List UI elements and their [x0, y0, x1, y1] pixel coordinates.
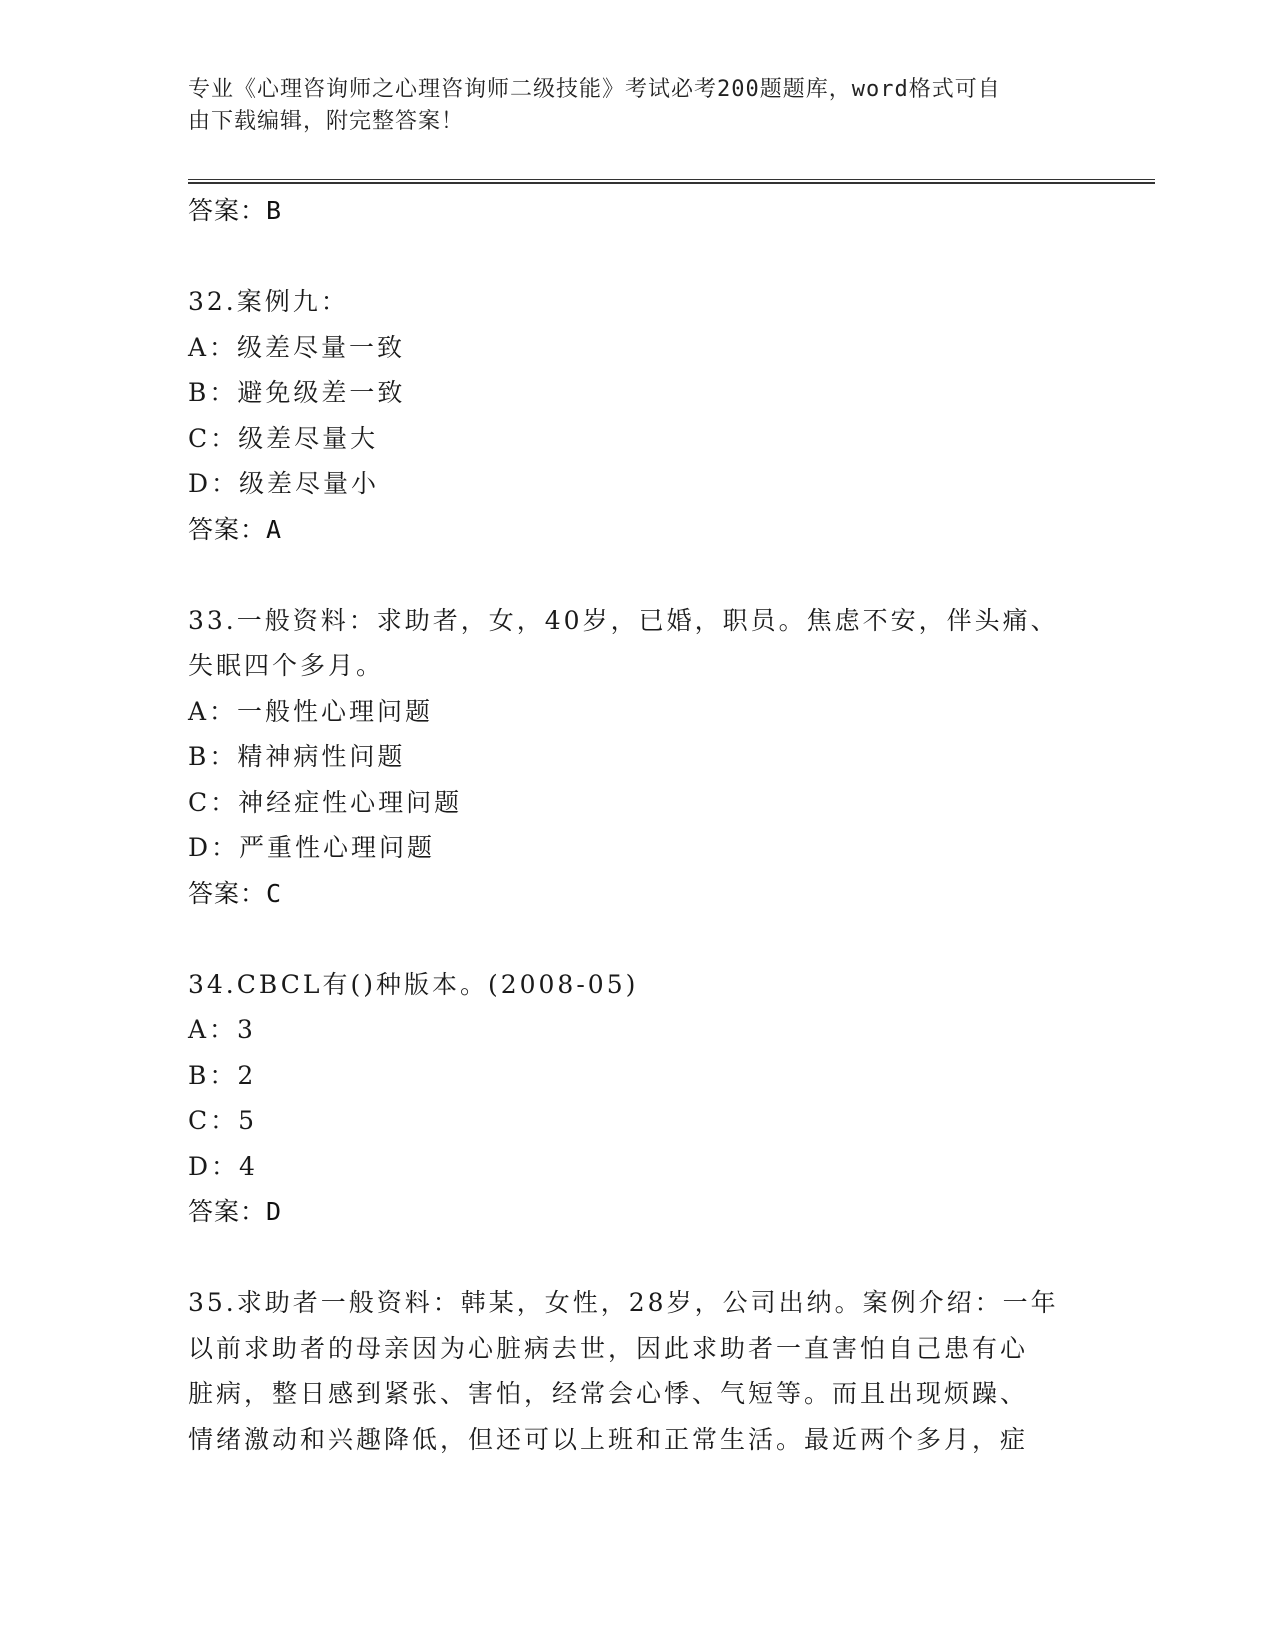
question-35-stem-line-3: 脏病，整日感到紧张、害怕，经常会心悸、气短等。而且出现烦躁、 — [188, 1379, 1029, 1408]
spacer — [188, 234, 1088, 280]
header-line-1: 专业《心理咨询师之心理咨询师二级技能》考试必考200题题库，word格式可自 — [188, 77, 1001, 102]
question-32-option-d: D：级差尽量小 — [188, 469, 380, 498]
question-33-option-b: B：精神病性问题 — [188, 742, 406, 771]
question-34-option-a: A：3 — [188, 1015, 256, 1044]
question-34-option-c: C：5 — [188, 1106, 258, 1135]
question-32-option-a: A：级差尽量一致 — [188, 332, 406, 362]
header-line-2: 由下载编辑，附完整答案！ — [188, 109, 465, 134]
question-32-option-b: B：避免级差一致 — [188, 378, 406, 407]
answer-33: 答案：C — [188, 878, 283, 908]
answer-34: 答案：D — [188, 1197, 283, 1226]
spacer — [188, 552, 1088, 598]
question-34-option-b: B：2 — [188, 1060, 257, 1090]
question-32-option-c: C：级差尽量大 — [188, 423, 379, 453]
question-list — [188, 188, 1088, 1462]
question-35-stem-line-2: 以前求助者的母亲因为心脏病去世，因此求助者一直害怕自己患有心 — [188, 1333, 1029, 1363]
question-35-stem-line-4: 情绪激动和兴趣降低，但还可以上班和正常生活。最近两个多月，症 — [188, 1424, 1029, 1454]
question-35-stem-line-1: 35.求助者一般资料：韩某，女性，28岁，公司出纳。案例介绍：一年 — [188, 1288, 1059, 1317]
spacer — [188, 1235, 1088, 1281]
question-33-option-a: A：一般性心理问题 — [188, 696, 434, 726]
header-divider — [188, 179, 1155, 184]
answer-32: 答案：A — [188, 514, 283, 544]
document-header — [188, 74, 1068, 138]
question-33-option-c: C：神经症性心理问题 — [188, 787, 463, 817]
question-33-stem-line-2: 失眠四个多月。 — [188, 651, 385, 680]
question-33-option-d: D：严重性心理问题 — [188, 833, 436, 862]
question-33-stem-line-1: 33.一般资料：求助者，女，40岁，已婚，职员。焦虑不安，伴头痛、 — [188, 605, 1059, 635]
answer-31: 答案：B — [188, 196, 283, 225]
question-34-stem: 34.CBCL有()种版本。(2008-05) — [188, 969, 639, 999]
question-32-stem: 32.案例九： — [188, 287, 349, 316]
spacer — [188, 916, 1088, 962]
question-34-option-d: D：4 — [188, 1151, 258, 1181]
